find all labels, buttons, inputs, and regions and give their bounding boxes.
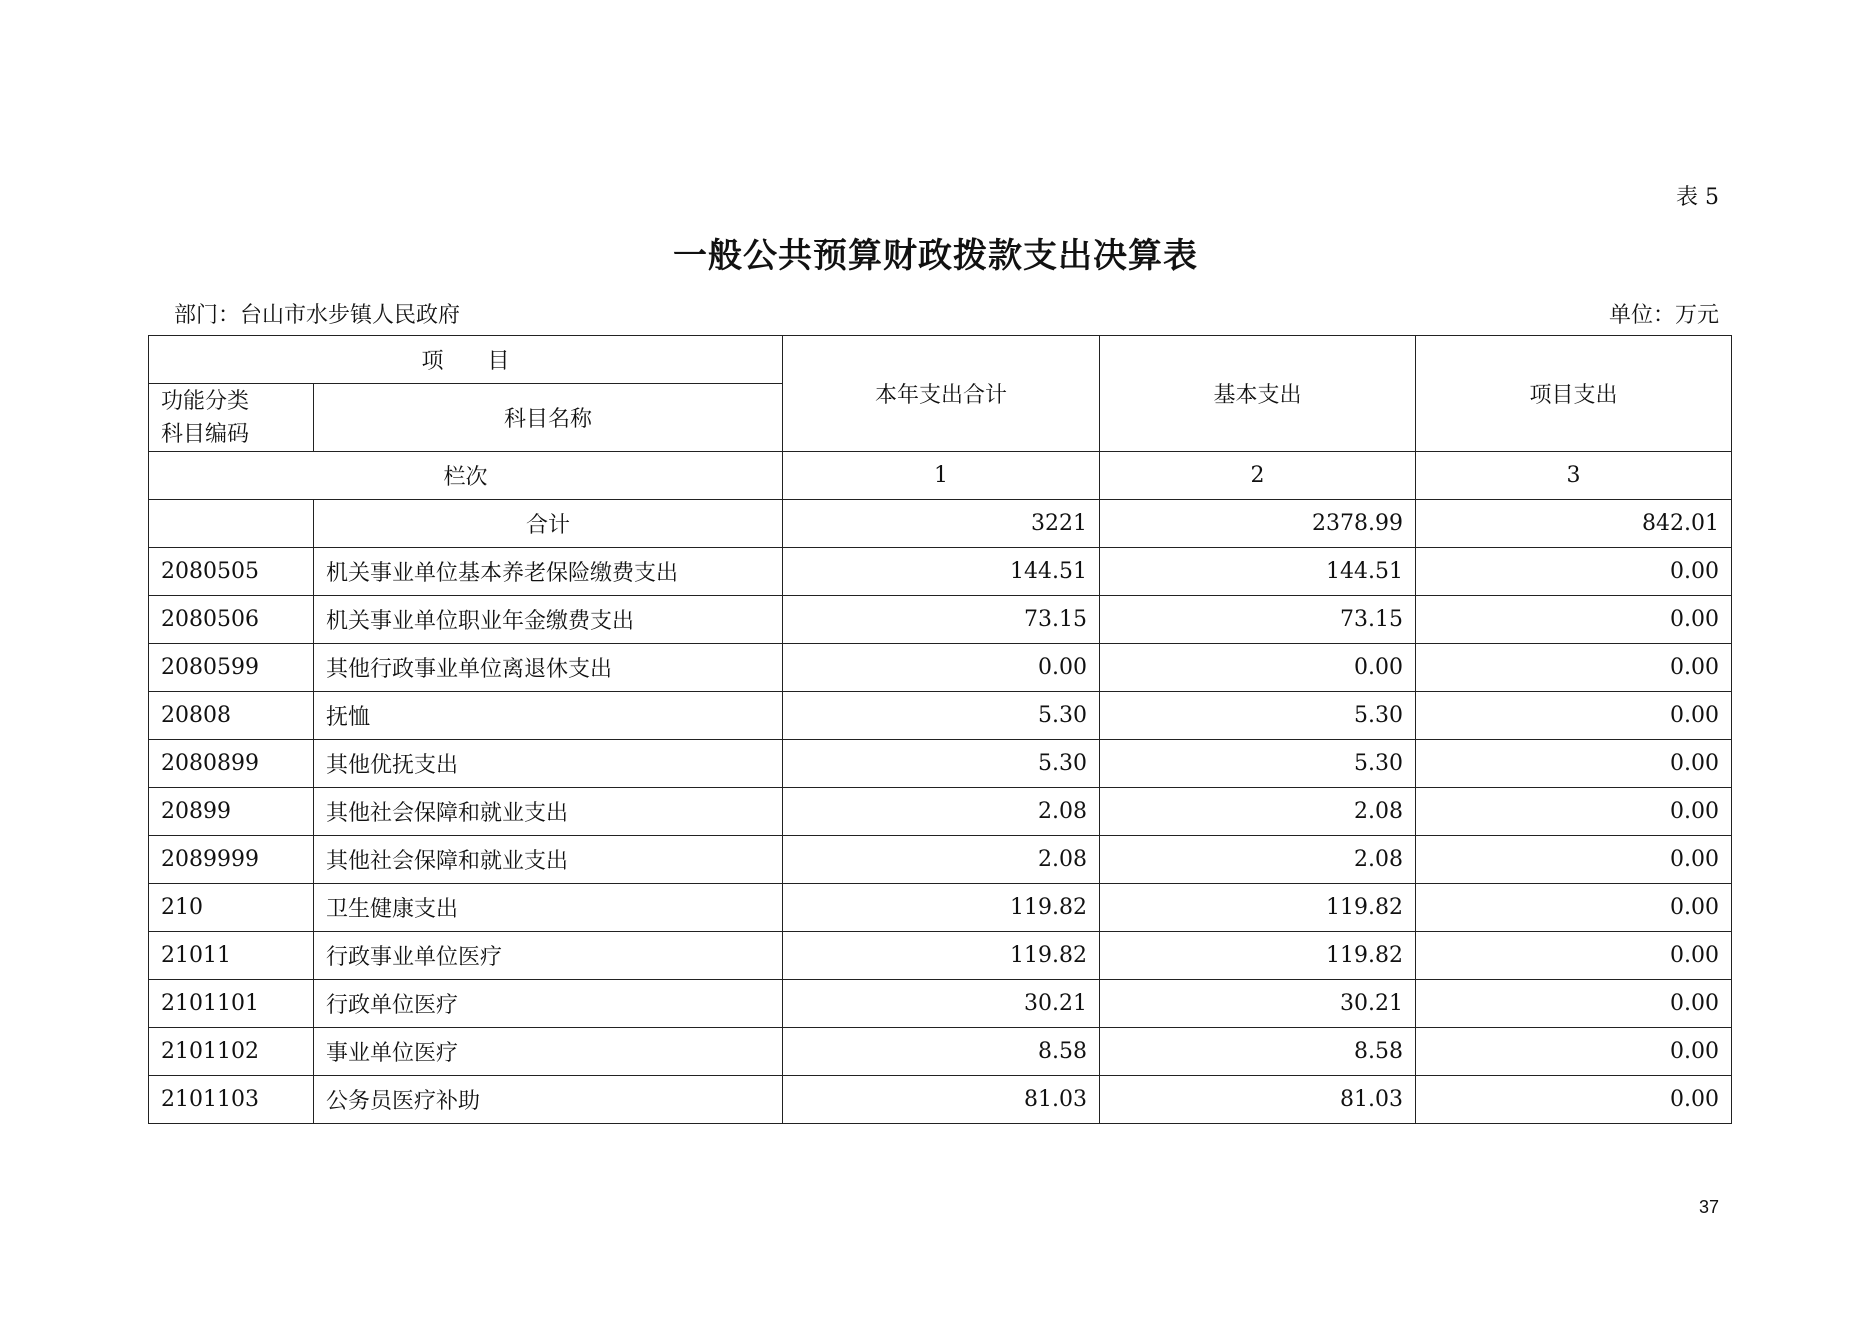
row-code: 2101103: [149, 1076, 314, 1124]
row-name: 其他社会保障和就业支出: [314, 836, 783, 884]
row-project: 0.00: [1416, 836, 1732, 884]
header-project: 项目支出: [1416, 336, 1732, 452]
header-code-line2: 科目编码: [161, 421, 250, 447]
row-basic: 119.82: [1100, 884, 1416, 932]
row-total: 5.30: [783, 692, 1100, 740]
row-code: 2080899: [149, 740, 314, 788]
row-basic: 73.15: [1100, 596, 1416, 644]
row-code: 2080505: [149, 548, 314, 596]
column-number-row: [149, 452, 1732, 500]
row-total: 119.82: [783, 884, 1100, 932]
summary-row: [149, 500, 1732, 548]
row-project: 0.00: [1416, 548, 1732, 596]
column-number-1: 1: [783, 452, 1100, 500]
row-name: 其他优抚支出: [314, 740, 783, 788]
row-total: 81.03: [783, 1076, 1100, 1124]
row-code: 210: [149, 884, 314, 932]
row-total: 2.08: [783, 788, 1100, 836]
row-basic: 5.30: [1100, 692, 1416, 740]
row-name: 抚恤: [314, 692, 783, 740]
table-row: [149, 692, 1732, 740]
row-basic: 5.30: [1100, 740, 1416, 788]
row-total: 144.51: [783, 548, 1100, 596]
row-project: 0.00: [1416, 596, 1732, 644]
table-row: [149, 788, 1732, 836]
header-item: 项 目: [149, 336, 783, 384]
table-row: [149, 644, 1732, 692]
table-row: [149, 548, 1732, 596]
page-number: 37: [1698, 1197, 1719, 1217]
row-project: 0.00: [1416, 1028, 1732, 1076]
row-basic: 144.51: [1100, 548, 1416, 596]
row-name: 行政单位医疗: [314, 980, 783, 1028]
row-project: 0.00: [1416, 692, 1732, 740]
column-number-2: 2: [1100, 452, 1416, 500]
row-project: 0.00: [1416, 980, 1732, 1028]
row-code: 20899: [149, 788, 314, 836]
row-project: 0.00: [1416, 788, 1732, 836]
table-row: [149, 884, 1732, 932]
table-number-label: 表 5: [1676, 185, 1719, 210]
summary-code: [149, 500, 314, 548]
table-row: [149, 980, 1732, 1028]
row-name: 行政事业单位医疗: [314, 932, 783, 980]
table-row: [149, 1028, 1732, 1076]
row-name: 机关事业单位职业年金缴费支出: [314, 596, 783, 644]
row-total: 2.08: [783, 836, 1100, 884]
table-row: [149, 1076, 1732, 1124]
row-code: 21011: [149, 932, 314, 980]
row-basic: 0.00: [1100, 644, 1416, 692]
row-name: 机关事业单位基本养老保险缴费支出: [314, 548, 783, 596]
row-code: 2101101: [149, 980, 314, 1028]
row-code: 2080506: [149, 596, 314, 644]
header-basic: 基本支出: [1100, 336, 1416, 452]
header-code-line1: 功能分类: [161, 388, 250, 414]
row-project: 0.00: [1416, 1076, 1732, 1124]
header-total: 本年支出合计: [783, 336, 1100, 452]
row-project: 0.00: [1416, 740, 1732, 788]
row-total: 73.15: [783, 596, 1100, 644]
column-number-3: 3: [1416, 452, 1732, 500]
row-code: 2080599: [149, 644, 314, 692]
row-basic: 2.08: [1100, 836, 1416, 884]
expenditure-table: [148, 335, 1732, 1124]
row-code: 2101102: [149, 1028, 314, 1076]
summary-total: 3221: [783, 500, 1100, 548]
summary-label: 合计: [314, 500, 783, 548]
row-name: 其他社会保障和就业支出: [314, 788, 783, 836]
table-row: [149, 596, 1732, 644]
table-row: [149, 932, 1732, 980]
summary-basic: 2378.99: [1100, 500, 1416, 548]
row-name: 事业单位医疗: [314, 1028, 783, 1076]
header-name: 科目名称: [314, 384, 783, 452]
row-code: 20808: [149, 692, 314, 740]
column-number-label: 栏次: [149, 452, 783, 500]
row-project: 0.00: [1416, 932, 1732, 980]
table-row: [149, 836, 1732, 884]
row-name: 卫生健康支出: [314, 884, 783, 932]
row-project: 0.00: [1416, 644, 1732, 692]
row-name: 公务员医疗补助: [314, 1076, 783, 1124]
unit-label: 单位：万元: [1608, 303, 1719, 328]
row-total: 0.00: [783, 644, 1100, 692]
row-basic: 30.21: [1100, 980, 1416, 1028]
table-header-row: [149, 336, 1732, 384]
header-code: [149, 384, 314, 452]
page-title: 一般公共预算财政拨款支出决算表: [673, 236, 1198, 276]
row-total: 30.21: [783, 980, 1100, 1028]
summary-project: 842.01: [1416, 500, 1732, 548]
row-total: 5.30: [783, 740, 1100, 788]
row-total: 119.82: [783, 932, 1100, 980]
row-code: 2089999: [149, 836, 314, 884]
row-basic: 2.08: [1100, 788, 1416, 836]
row-project: 0.00: [1416, 884, 1732, 932]
row-basic: 119.82: [1100, 932, 1416, 980]
row-name: 其他行政事业单位离退休支出: [314, 644, 783, 692]
row-basic: 81.03: [1100, 1076, 1416, 1124]
row-total: 8.58: [783, 1028, 1100, 1076]
department-label: 部门：台山市水步镇人民政府: [174, 303, 461, 328]
table-row: [149, 740, 1732, 788]
row-basic: 8.58: [1100, 1028, 1416, 1076]
